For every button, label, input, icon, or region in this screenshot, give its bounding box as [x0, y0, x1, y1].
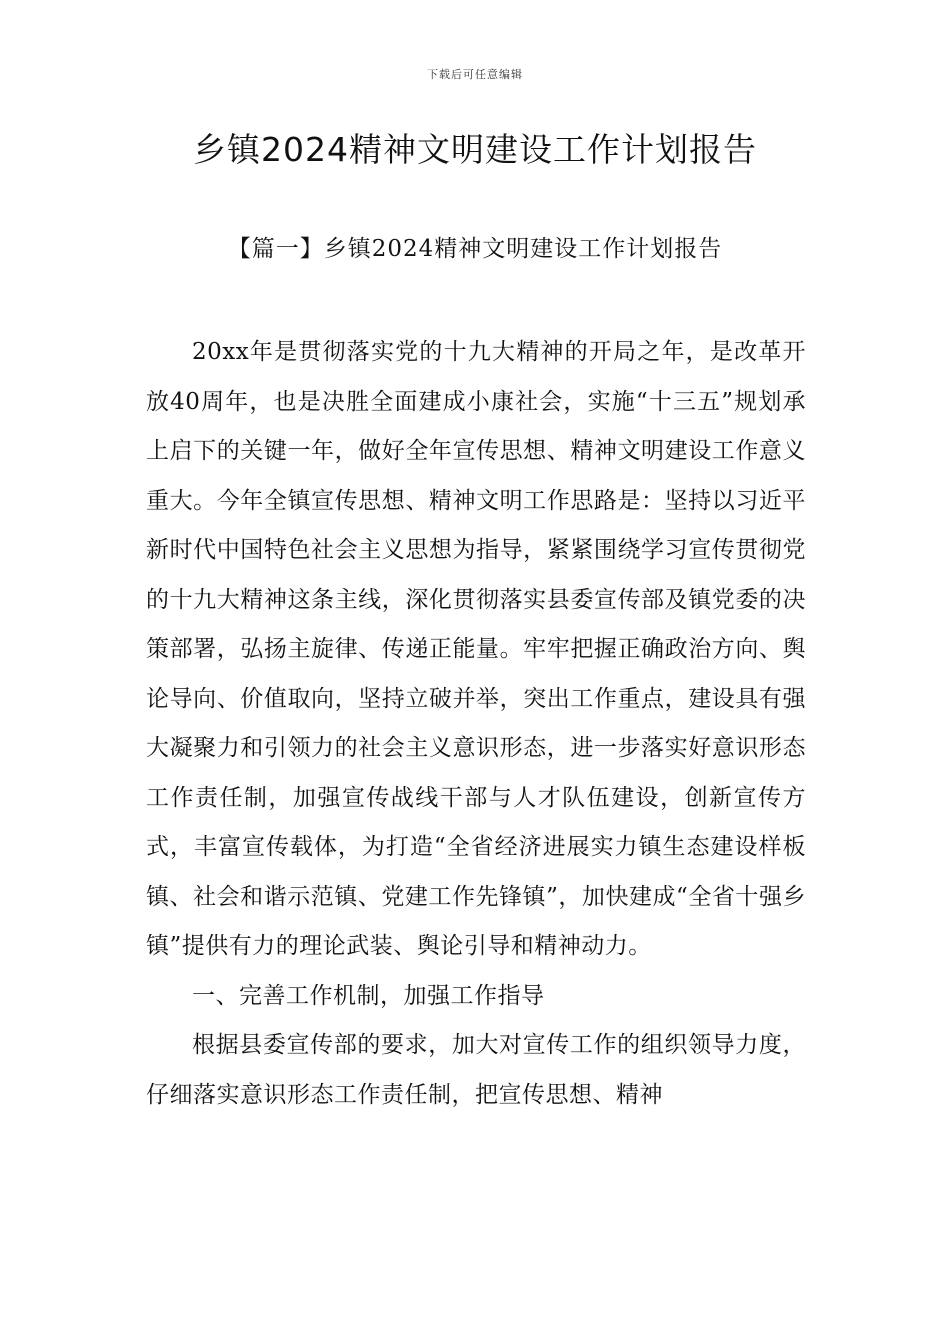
paragraph-section-1: 根据县委宣传部的要求，加大对宣传工作的组织领导力度，仔细落实意识形态工作责任制，把宣传思想、精神 [146, 1032, 806, 1108]
header-note: 下载后可任意编辑 [427, 68, 523, 81]
document-title: 乡镇2024精神文明建设工作计划报告 [193, 130, 757, 169]
paragraph-intro: 20xx年是贯彻落实党的十九大精神的开局之年，是改革开放40周年，也是决胜全面建成小康社会，实施“十三五”规划承上启下的关键一年，做好全年宣传思想、精神文明建设工作意义重大。今年全镇宣传思想、精神文明工作思路是：坚持以习近平新时代中国特色社会主义思想为指导，紧紧围绕学习宣传贯彻党的十九大精神这条主线，深化贯彻落实县委宣传部及镇党委的决策部署，弘扬主旋律、传递正能量。牢牢把握正确政治方向、舆论导向、价值取向，坚持立破并举，突出工作重点，建设具有强大凝聚力和引领力的社会主义意识形态，进一步落实好意识形态工作责任制，加强宣传战线干部与人才队伍建设，创新宣传方式，丰富宣传载体，为打造“全省经济进展实力镇生态建设样板镇、社会和谐示范镇、党建工作先锋镇”，加快建成“全省十强乡镇”提供有力的理论武装、舆论引导和精神动力。 [146, 339, 806, 959]
body-text [146, 328, 806, 1120]
section-heading-1: 一、完善工作机制，加强工作指导 [192, 982, 545, 1009]
section-subtitle: 【篇一】乡镇2024精神文明建设工作计划报告 [227, 236, 723, 262]
